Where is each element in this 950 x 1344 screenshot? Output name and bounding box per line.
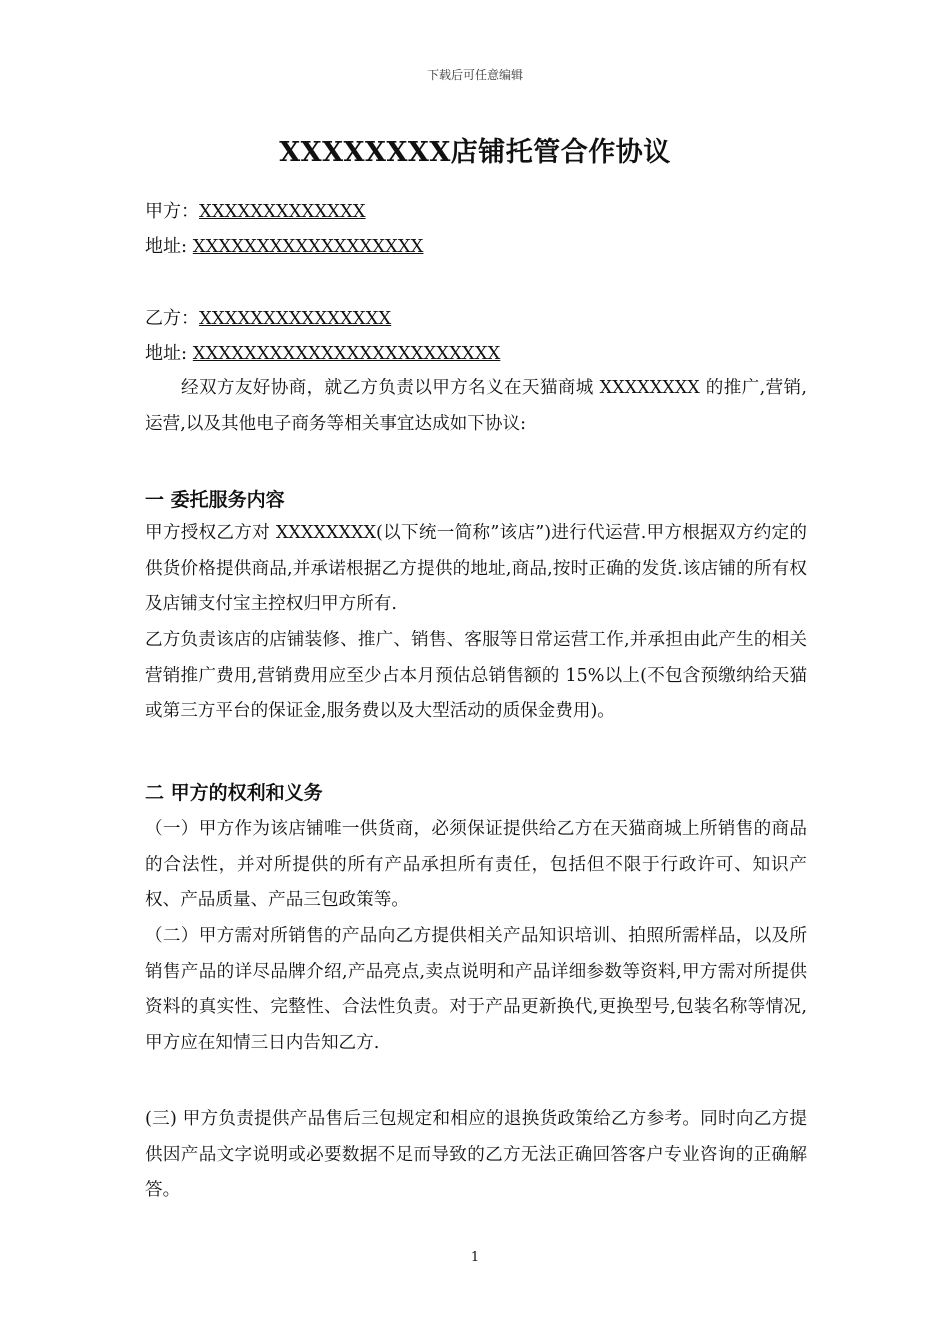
party-a-line [145, 200, 366, 224]
document-title: XXXXXXXX店铺托管合作协议 [279, 137, 671, 168]
party-b-label: 乙方： [145, 308, 199, 329]
party-a-address-line [145, 235, 423, 259]
party-b-address-label: 地址: [145, 343, 193, 364]
section2-paragraph-1: （一）甲方作为该店铺唯一供货商，必须保证提供给乙方在天猫商城上所销售的商品的合法性，并对所提供的所有产品承担所有责任，包括但不限于行政许可、知识产权、产品质量、产品三包政策等。 [145, 819, 807, 910]
section1-paragraph-1: 甲方授权乙方对 XXXXXXXX(以下统一简称”该店”)进行代运营.甲方根据双方约定的供货价格提供商品,并承诺根据乙方提供的地址,商品,按时正确的发货.该店铺的所有权及店铺支付宝主控权归甲方所有. [145, 523, 807, 614]
intro-paragraph: 经双方友好协商，就乙方负责以甲方名义在天猫商城 XXXXXXXX 的推广,营销,运营,以及其他电子商务等相关事宜达成如下协议: [145, 378, 807, 434]
page-number: 1 [470, 1250, 480, 1265]
party-a-address-label: 地址: [145, 236, 193, 257]
party-b-address-line [145, 342, 500, 366]
party-b-line [145, 307, 391, 331]
party-a-label: 甲方： [145, 201, 199, 222]
header-note: 下载后可任意编辑 [426, 68, 523, 82]
section1-paragraph-2: 乙方负责该店的店铺装修、推广、销售、客服等日常运营工作,并承担由此产生的相关营销推广费用,营销费用应至少占本月预估总销售额的 15%以上(不包含预缴纳给天猫或第三方平台的保证金,服务费以及大型活动的质保金费用)。 [145, 630, 807, 721]
party-b-address: XXXXXXXXXXXXXXXXXXXXXXXX [192, 343, 501, 364]
party-b-name: XXXXXXXXXXXXXXX [199, 308, 392, 329]
section2-paragraph-2: （二）甲方需对所销售的产品向乙方提供相关产品知识培训、拍照所需样品，以及所销售产品的详尽品牌介绍,产品亮点,卖点说明和产品详细参数等资料,甲方需对所提供资料的真实性、完整性、合法性负责。对于产品更新换代,更换型号,包装名称等情况,甲方应在知情三日内告知乙方. [145, 926, 807, 1053]
party-a-name: XXXXXXXXXXXXX [199, 201, 366, 222]
party-a-address: XXXXXXXXXXXXXXXXXX [192, 236, 424, 257]
section2-heading: 二 甲方的权利和义务 [145, 782, 323, 804]
section1-heading: 一 委托服务内容 [145, 489, 285, 511]
section2-paragraph-3: (三) 甲方负责提供产品售后三包规定和相应的退换货政策给乙方参考。同时向乙方提供因产品文字说明或必要数据不足而导致的乙方无法正确回答客户专业咨询的正确解答。 [145, 1109, 807, 1200]
